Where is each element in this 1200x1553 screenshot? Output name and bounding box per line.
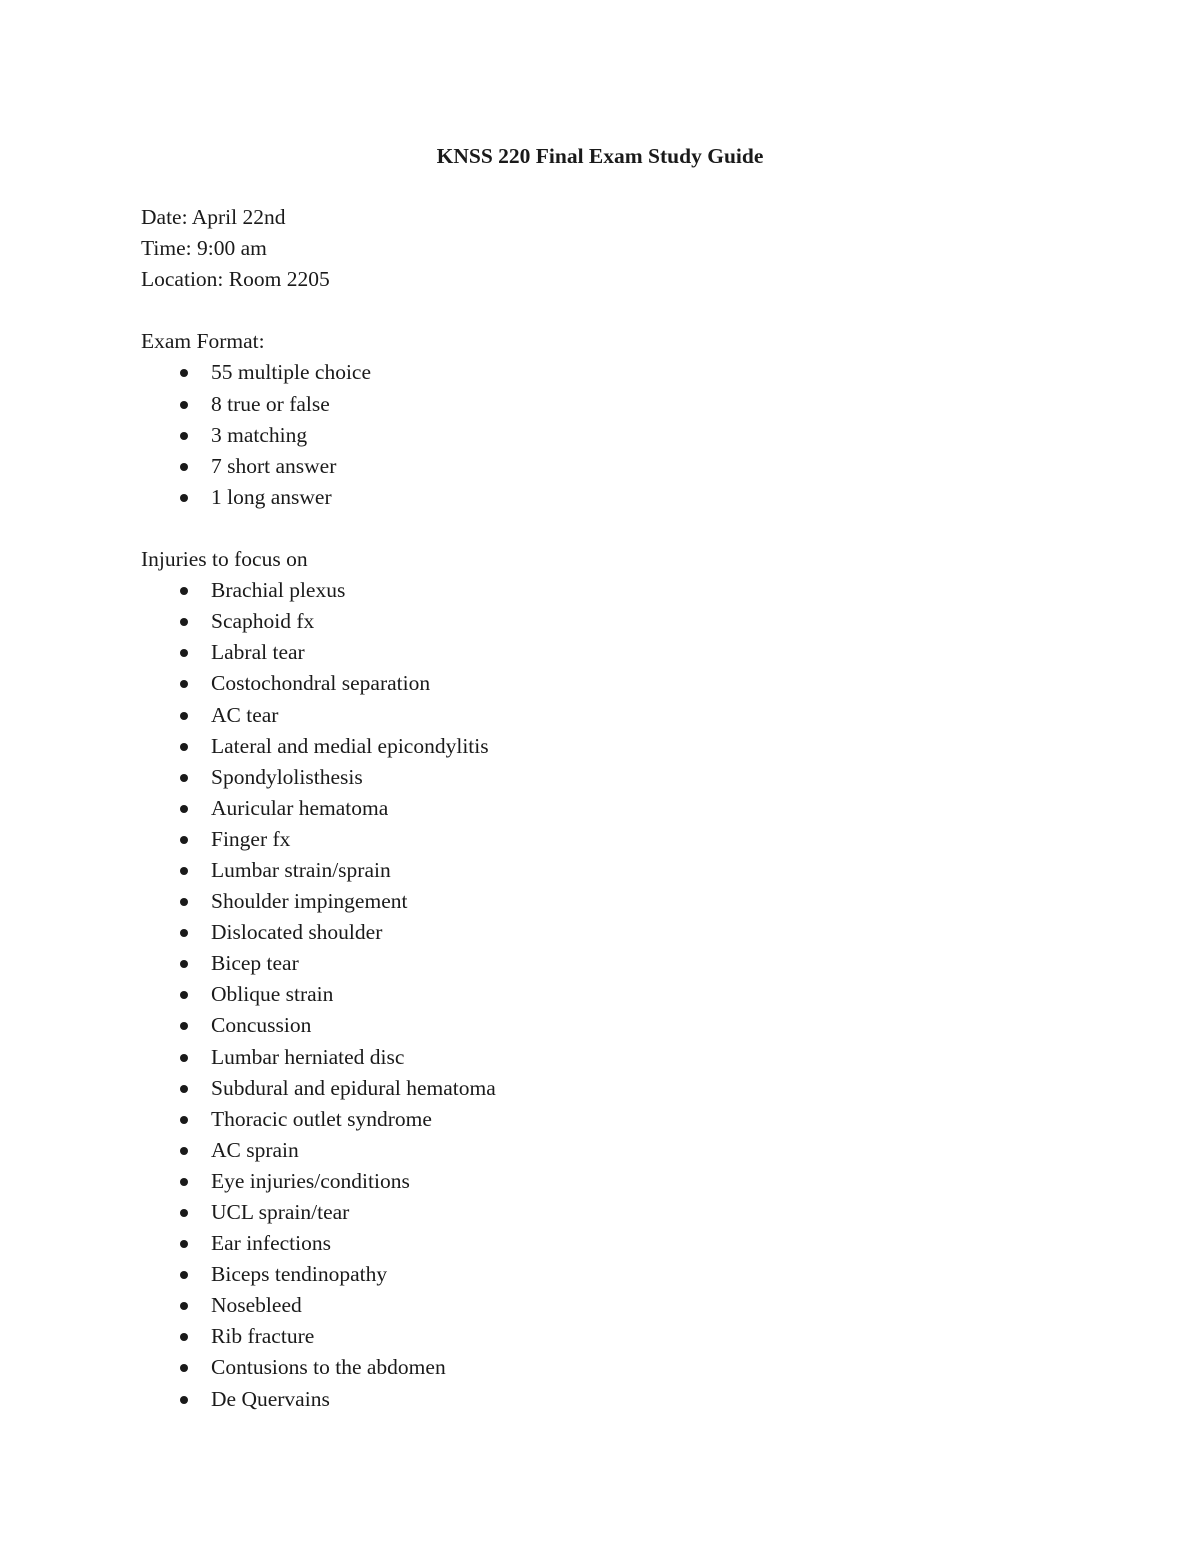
bullet-icon [180,836,188,844]
injury-item-text: Oblique strain [211,982,334,1007]
injury-item-text: Lumbar strain/sprain [211,857,391,882]
exam-format-item [141,482,1141,513]
exam-format-list [141,357,1141,512]
bullet-icon [180,867,188,875]
injury-item [141,855,1141,886]
injury-item-text: Dislocated shoulder [211,920,383,945]
injury-item [141,1135,1141,1166]
exam-format-heading: Exam Format: [141,329,265,354]
bullet-icon [180,432,188,440]
bullet-icon [180,1116,188,1124]
bullet-icon [180,1022,188,1030]
bullet-icon [180,1333,188,1341]
exam-format-item [141,389,1141,420]
injury-item [141,1166,1141,1197]
injury-item-text: Costochondral separation [211,671,431,696]
injury-item [141,1321,1141,1352]
injury-item [141,1352,1141,1383]
document-title: KNSS 220 Final Exam Study Guide [436,144,764,168]
injury-item [141,1384,1141,1415]
injury-item [141,948,1141,979]
injury-item-text: Concussion [211,1013,312,1038]
exam-date: Date: April 22nd [141,205,286,229]
injury-item-text: Brachial plexus [211,578,346,603]
injuries-list [141,575,1141,1415]
bullet-icon [180,805,188,813]
bullet-icon [180,463,188,471]
bullet-icon [180,743,188,751]
bullet-icon [180,369,188,377]
injury-item [141,668,1141,699]
exam-format-item [141,357,1141,388]
bullet-icon [180,1085,188,1093]
injury-item-text: Bicep tear [211,951,299,976]
injury-item-text: Shoulder impingement [211,889,408,914]
spacer [141,513,1141,544]
exam-format-item-text: 8 true or false [211,391,330,416]
bullet-icon [180,587,188,595]
bullet-icon [180,618,188,626]
bullet-icon [180,774,188,782]
injury-item [141,1042,1141,1073]
injury-item [141,1259,1141,1290]
bullet-icon [180,494,188,502]
bullet-icon [180,1302,188,1310]
injury-item [141,824,1141,855]
exam-location: Location: Room 2205 [141,267,330,292]
injury-item [141,700,1141,731]
bullet-icon [180,1271,188,1279]
injury-item [141,1228,1141,1259]
bullet-icon [180,401,188,409]
spacer [141,295,1141,326]
exam-format-item-text: 3 matching [211,422,308,447]
injury-item-text: Finger fx [211,826,291,851]
injury-item-text: Labral tear [211,640,305,665]
injury-item-text: Thoracic outlet syndrome [211,1106,432,1131]
document-body [141,202,1141,1415]
injury-item [141,575,1141,606]
injury-item [141,762,1141,793]
injury-item-text: Rib fracture [211,1324,315,1349]
bullet-icon [180,649,188,657]
injury-item [141,731,1141,762]
injury-item [141,979,1141,1010]
injury-item-text: De Quervains [211,1386,330,1411]
exam-format-item-text: 7 short answer [211,453,337,478]
bullet-icon [180,1054,188,1062]
injury-item [141,886,1141,917]
bullet-icon [180,960,188,968]
injury-item-text: UCL sprain/tear [211,1200,350,1224]
injury-item [141,793,1141,824]
injuries-heading: Injuries to focus on [141,547,308,572]
bullet-icon [180,1240,188,1248]
exam-time: Time: 9:00 am [141,236,267,261]
bullet-icon [180,1178,188,1186]
injury-item [141,1290,1141,1321]
bullet-icon [180,1364,188,1372]
bullet-icon [180,1209,188,1217]
injury-item-text: Auricular hematoma [211,795,389,820]
injury-item [141,1104,1141,1135]
injury-item-text: Eye injuries/conditions [211,1168,410,1193]
injury-item-text: AC sprain [211,1137,299,1162]
injury-item-text: Lumbar herniated disc [211,1044,405,1069]
injury-item [141,1010,1141,1041]
injury-item [141,637,1141,668]
injury-item-text: Biceps tendinopathy [211,1262,388,1287]
bullet-icon [180,680,188,688]
injury-item-text: AC tear [211,702,279,727]
bullet-icon [180,898,188,906]
injury-item [141,606,1141,637]
exam-format-item [141,420,1141,451]
injury-item-text: Contusions to the abdomen [211,1355,446,1380]
injury-item-text: Subdural and epidural hematoma [211,1075,496,1100]
bullet-icon [180,712,188,720]
injury-item-text: Nosebleed [211,1293,302,1318]
injury-item-text: Ear infections [211,1231,331,1256]
injury-item-text: Scaphoid fx [211,609,315,634]
bullet-icon [180,1147,188,1155]
exam-format-item-text: 55 multiple choice [211,360,372,385]
injury-item-text: Lateral and medial epicondylitis [211,733,489,758]
injury-item [141,1073,1141,1104]
injury-item [141,1197,1141,1228]
bullet-icon [180,991,188,999]
injury-item [141,917,1141,948]
exam-format-item-text: 1 long answer [211,484,332,509]
bullet-icon [180,929,188,937]
bullet-icon [180,1396,188,1404]
exam-format-item [141,451,1141,482]
injury-item-text: Spondylolisthesis [211,764,363,789]
